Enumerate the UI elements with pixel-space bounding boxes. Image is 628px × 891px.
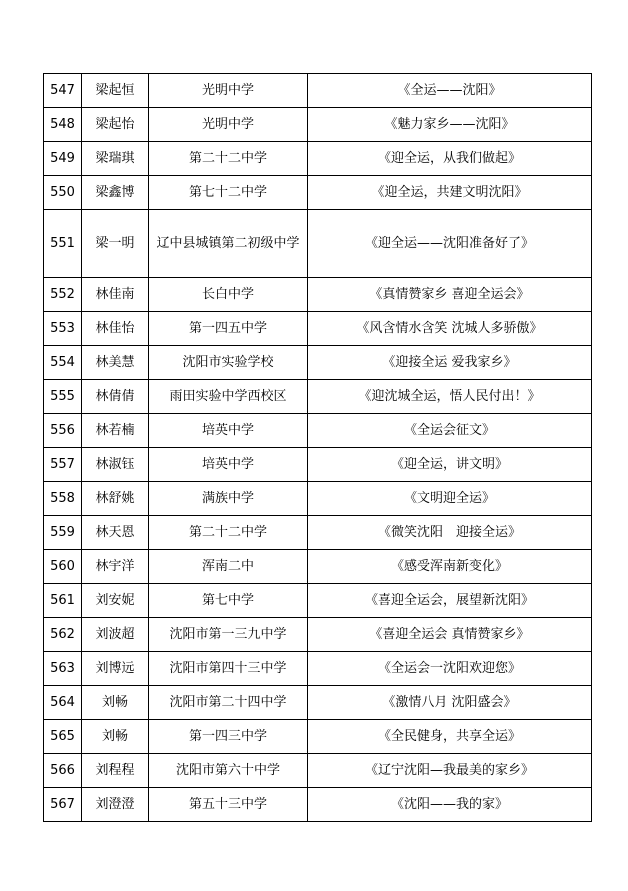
student-name: 梁起恒 [82,74,149,108]
row-number: 564 [44,686,82,720]
school-name: 第二十二中学 [149,516,308,550]
row-number: 549 [44,142,82,176]
table-row [44,312,592,346]
school-name: 第二十二中学 [149,142,308,176]
table-row [44,516,592,550]
row-number: 558 [44,482,82,516]
school-name: 第一四五中学 [149,312,308,346]
student-name: 刘畅 [82,686,149,720]
row-number: 563 [44,652,82,686]
table-row [44,414,592,448]
school-name: 第七中学 [149,584,308,618]
row-number: 556 [44,414,82,448]
essay-title: 《沈阳——我的家》 [308,788,592,822]
table-row [44,210,592,278]
student-name: 刘博远 [82,652,149,686]
student-name: 林若楠 [82,414,149,448]
table-row [44,380,592,414]
table-row [44,176,592,210]
roster-table [43,73,592,822]
table-row [44,278,592,312]
school-name: 辽中县城镇第二初级中学 [149,210,308,278]
school-name: 第五十三中学 [149,788,308,822]
table-row [44,584,592,618]
row-number: 547 [44,74,82,108]
row-number: 565 [44,720,82,754]
school-name: 满族中学 [149,482,308,516]
row-number: 559 [44,516,82,550]
student-name: 梁瑞琪 [82,142,149,176]
essay-title: 《魅力家乡——沈阳》 [308,108,592,142]
row-number: 567 [44,788,82,822]
essay-title: 《文明迎全运》 [308,482,592,516]
row-number: 548 [44,108,82,142]
table-row [44,686,592,720]
school-name: 沈阳市第四十三中学 [149,652,308,686]
essay-title: 《喜迎全运会，展望新沈阳》 [308,584,592,618]
student-name: 刘安妮 [82,584,149,618]
table-row [44,618,592,652]
row-number: 554 [44,346,82,380]
student-name: 林淑钰 [82,448,149,482]
table-row [44,108,592,142]
essay-title: 《风含情水含笑 沈城人多骄傲》 [308,312,592,346]
student-name: 梁一明 [82,210,149,278]
essay-title: 《全民健身，共享全运》 [308,720,592,754]
table-row [44,720,592,754]
student-name: 刘波超 [82,618,149,652]
essay-title: 《真情赞家乡 喜迎全运会》 [308,278,592,312]
row-number: 551 [44,210,82,278]
student-name: 林佳南 [82,278,149,312]
school-name: 长白中学 [149,278,308,312]
student-name: 梁起怡 [82,108,149,142]
essay-title: 《迎沈城全运，悟人民付出！》 [308,380,592,414]
school-name: 光明中学 [149,108,308,142]
student-name: 刘程程 [82,754,149,788]
school-name: 沈阳市第六十中学 [149,754,308,788]
school-name: 第一四三中学 [149,720,308,754]
student-name: 林宇洋 [82,550,149,584]
table-row [44,448,592,482]
school-name: 光明中学 [149,74,308,108]
table-row [44,482,592,516]
row-number: 552 [44,278,82,312]
essay-title: 《全运会一沈阳欢迎您》 [308,652,592,686]
essay-title: 《迎全运，共建文明沈阳》 [308,176,592,210]
table-row [44,754,592,788]
table-row [44,550,592,584]
school-name: 雨田实验中学西校区 [149,380,308,414]
row-number: 560 [44,550,82,584]
essay-title: 《迎全运，讲文明》 [308,448,592,482]
essay-title: 《感受浑南新变化》 [308,550,592,584]
row-number: 561 [44,584,82,618]
student-name: 林舒姚 [82,482,149,516]
essay-title: 《激情八月 沈阳盛会》 [308,686,592,720]
school-name: 沈阳市实验学校 [149,346,308,380]
student-name: 刘澄澄 [82,788,149,822]
row-number: 555 [44,380,82,414]
row-number: 557 [44,448,82,482]
table-row [44,346,592,380]
school-name: 第七十二中学 [149,176,308,210]
essay-title: 《全运会征文》 [308,414,592,448]
student-name: 林美慧 [82,346,149,380]
student-name: 林天恩 [82,516,149,550]
row-number: 566 [44,754,82,788]
essay-title: 《迎接全运 爱我家乡》 [308,346,592,380]
table-row [44,74,592,108]
school-name: 浑南二中 [149,550,308,584]
student-name: 刘畅 [82,720,149,754]
essay-title: 《辽宁沈阳—我最美的家乡》 [308,754,592,788]
table-row [44,788,592,822]
essay-title: 《全运——沈阳》 [308,74,592,108]
school-name: 培英中学 [149,414,308,448]
school-name: 培英中学 [149,448,308,482]
student-name: 梁鑫博 [82,176,149,210]
essay-title: 《迎全运——沈阳准备好了》 [308,210,592,278]
row-number: 562 [44,618,82,652]
essay-title: 《迎全运，从我们做起》 [308,142,592,176]
school-name: 沈阳市第一三九中学 [149,618,308,652]
essay-title: 《喜迎全运会 真情赞家乡》 [308,618,592,652]
table-row [44,142,592,176]
student-name: 林倩倩 [82,380,149,414]
row-number: 550 [44,176,82,210]
student-name: 林佳怡 [82,312,149,346]
school-name: 沈阳市第二十四中学 [149,686,308,720]
row-number: 553 [44,312,82,346]
table-row [44,652,592,686]
essay-title: 《微笑沈阳 迎接全运》 [308,516,592,550]
roster-body [44,74,592,822]
